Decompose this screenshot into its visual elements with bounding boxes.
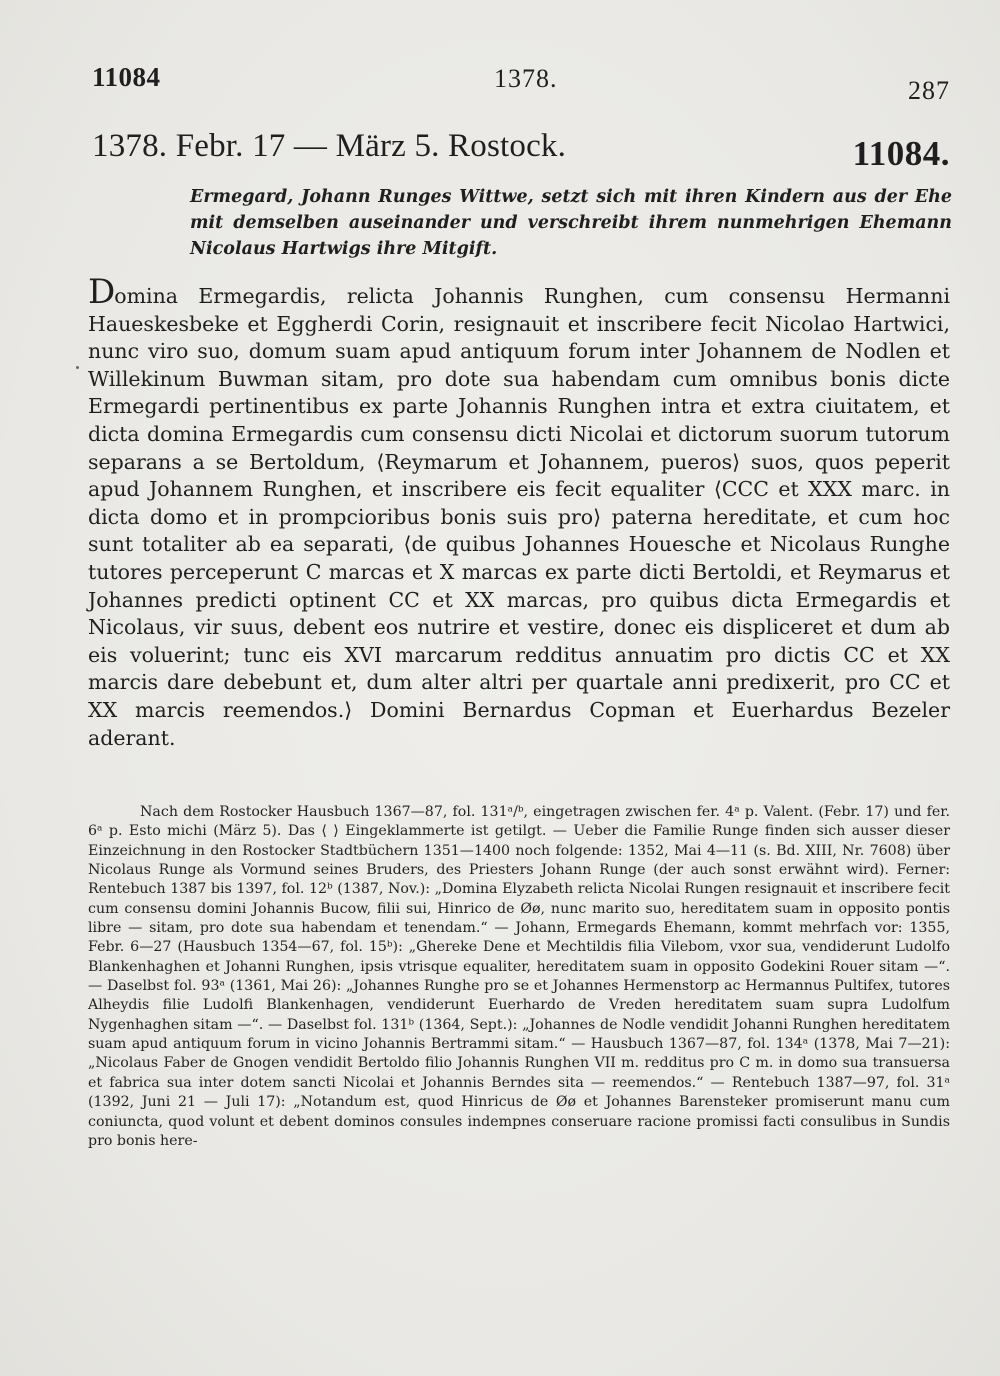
ink-speck <box>76 366 79 369</box>
running-head-document-number: 11084 <box>92 62 161 92</box>
document-date-place: 1378. Febr. 17 — März 5. Rostock. <box>92 128 567 164</box>
running-head <box>92 62 950 105</box>
page-number: 287 <box>908 76 950 105</box>
running-head-year: 1378. <box>494 64 558 93</box>
regest-summary: Ermegard, Johann Runges Wittwe, setzt sich mit ihren Kindern aus der Ehe mit demselben auseinander und verschreibt ihrem nunmehrigen Ehemann Nicolaus Hartwigs ihre Mitgift. <box>190 187 952 259</box>
initial-letter: D <box>88 272 115 312</box>
main-text-body: omina Ermegardis, relicta Johannis Runghen, cum consensu Hermanni Haueskesbeke et Eggherdi Corin, resignauit et inscribere fecit Nicolao Hartwici, nunc viro suo, domum suam apud antiquum forum inter Johannem de Nodlen et Willekinum Buwman sitam, pro dote sua habendam cum omnibus bonis dicte Ermegardi pertinentibus ex parte Johannis Runghen intra et extra ciuitatem, et dicta domina Ermegardis cum consensu dicti Nicolai et dictorum suorum tutorum separans a se Bertoldum, ⟨Reymarum et Johannem, pueros⟩ suos, quos peperit apud Johannem Runghen, et inscribere eis fecit equaliter ⟨CCC et XXX marc. in dicta domo et in prompcioribus bonis suis pro⟩ paterna hereditate, et cum hoc sunt totaliter ab ea separati, ⟨de quibus Johannes Houesche et Nicolaus Runghe tutores perceperunt C marcas et X marcas ex parte dicti Bertoldi, et Reymarus et Johannes predicti optinent CC et XX marcas, pro quibus dicta Ermegardis et Nicolaus, vir suus, debent eos nutrire et vestire, donec eis displiceret et dum ab eis voluerint; tunc eis XVI marcarum redditus annuatim pro dictis CC et XX marcis dare debebunt et, dum alter altri per quartale anni predixerit, pro CC et XX marcis reemendos.⟩ Domini Bernardus Copman et Euerhardus Bezeler aderant. <box>88 284 950 750</box>
main-text <box>88 272 950 752</box>
document-number: 11084. <box>852 134 950 173</box>
document-heading <box>92 128 950 176</box>
footnote-commentary: Nach dem Rostocker Hausbuch 1367—87, fol. 131ᵃ/ᵇ, eingetragen zwischen fer. 4ᵃ p. Valent. (Febr. 17) und fer. 6ᵃ p. Esto michi (März 5). Das ⟨ ⟩ Eingeklammerte ist getilgt. — Ueber die Familie Runge finden sich ausser dieser Einzeichnung in den Rostocker Stadtbüchern 1351—1400 noch folgende: 1352, Mai 4—11 (s. Bd. XIII, Nr. 7608) über Nicolaus Runge als Vormund seines Bruders, des Priesters Johann Runge (der auch sonst erwähnt wird). Ferner: Rentebuch 1387 bis 1397, fol. 12ᵇ (1387, Nov.): „Domina Elyzabeth relicta Nicolai Rungen resignauit et inscribere fecit cum consensu domini Johannis Bucow, filii sui, Hinrico de Øø, nunc marito suo, hereditatem suam in opposito pontis libre — sitam, pro dote sua habendam et tenendam.“ — Johann, Ermegards Ehemann, kommt mehrfach vor: 1355, Febr. 6—27 (Hausbuch 1354—67, fol. 15ᵇ): „Ghereke Dene et Mechtildis filia Vilebom, vxor sua, vendiderunt Ludolfo Blankenhaghen et Johanni Runghen, ipsis vtrisque equaliter, hereditatem suam in opposito Godekini Rouer sitam —“. — Daselbst fol. 93ᵃ (1361, Mai 26): „Johannes Runghe pro se et Johannes Hermenstorp ac Hermannus Pultifex, tutores Alheydis filie Ludolfi Blankenhagen, vendiderunt Euerhardo de Vreden hereditatem suam supra Ludolfum Nygenhaghen sitam —“. — Daselbst fol. 131ᵇ (1364, Sept.): „Johannes de Nodle vendidit Johanni Runghen hereditatem suam apud antiquum forum in vicino Johannis Bertrammi sitam.“ — Hausbuch 1367—87, fol. 134ᵃ (1378, Mai 7—21): „Nicolaus Faber de Gnogen vendidit Bertoldo filio Johannis Runghen VII m. redditus pro C m. in domo sua transuersa et fabrica sua inter dotem sancti Nicolai et Johannis Berndes sita — reemendos.“ — Rentebuch 1387—97, fol. 31ᵃ (1392, Juni 21 — Juli 17): „Notandum est, quod Hinricus de Øø et Johannes Barensteker promiserunt manu cum coniuncta, quod volunt et debent dominos consules indempnes conseruare racione promissi facti consulibus in Sundis pro bonis here- <box>88 804 950 1149</box>
